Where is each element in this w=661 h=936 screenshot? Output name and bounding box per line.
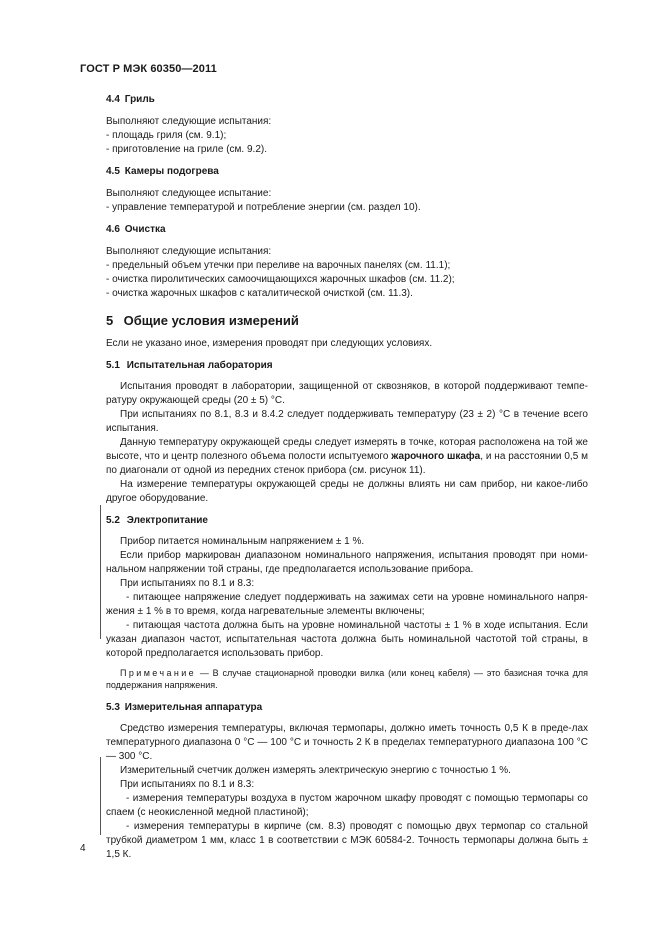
section-heading: 5.1 Испытательная лаборатория	[106, 360, 273, 371]
list-item: - очистка жарочных шкафов с каталитической очисткой (см. 11.3).	[106, 288, 413, 299]
list-item: - предельный объем утечки при переливе на варочных панелях (см. 11.1);	[106, 260, 451, 271]
paragraph: Выполняют следующие испытания:	[106, 116, 272, 127]
list-item: - площадь гриля (см. 9.1);	[106, 130, 227, 141]
section-heading: 5.3 Измерительная аппаратура	[106, 702, 263, 713]
paragraph: При испытаниях по 8.1 и 8.3:	[120, 779, 255, 790]
list-item: - очистка пиролитических самоочищающихся жарочных шкафов (см. 11.2);	[106, 274, 455, 285]
paragraph: Если прибор маркирован диапазоном номинального напряжения, испытания проводят при номи-нальном напряжении той страны, где предполагается использование прибора.	[106, 550, 588, 575]
section-heading: 4.5 Камеры подогрева	[106, 166, 219, 177]
paragraph: Если не указано иное, измерения проводят при следующих условиях.	[106, 338, 433, 349]
paragraph: Измерительный счетчик должен измерять электрическую энергию с точностью 1 %.	[120, 765, 511, 776]
section-heading: 4.4 Гриль	[106, 94, 155, 105]
paragraph: Прибор питается номинальным напряжением ± 1 %.	[120, 536, 365, 547]
note: Примечание — В случае стационарной проводки вилка (или конец кабеля) — это базисная точка для поддержания напряжения.	[106, 668, 588, 690]
section-heading: 4.6 Очистка	[106, 224, 166, 235]
paragraph: На измерение температуры окружающей среды не должны влиять ни сам прибор, ни какое-либо другое оборудование.	[106, 479, 588, 504]
paragraph: При испытаниях по 8.1, 8.3 и 8.4.2 следует поддерживать температуру (23 ± 2) °С в течение всего испытания.	[106, 409, 588, 434]
paragraph: Средство измерения температуры, включая термопары, должно иметь точность 0,5 К в преде-лах температурного диапазона 0 °С — 100 °С и точность 2 К в пределах температурного диапазона 100 °С — 300 °С.	[106, 723, 588, 762]
revision-bar	[100, 505, 101, 563]
paragraph: Данную температуру окружающей среды следует измерять в точке, которая расположена на той же высоте, что и центр полезного объема полости испытуемого жарочного шкафа, и на расстоянии 0,5 м по диагонали от одной из передних стенок прибора (см. рисунок 11).	[106, 437, 588, 476]
revision-bar	[100, 757, 101, 835]
chapter-heading: 5 Общие условия измерений	[106, 313, 299, 328]
paragraph: Выполняют следующее испытание:	[106, 188, 272, 199]
emphasis-term: жарочного шкафа	[391, 451, 481, 462]
list-item: - питающее напряжение следует поддерживать на зажимах сети на уровне номинального напря-жения ± 1 % в то время, когда нагревательные элементы включены;	[106, 592, 588, 617]
page-number: 4	[80, 843, 86, 854]
document-body	[106, 93, 588, 862]
paragraph: При испытаниях по 8.1 и 8.3:	[120, 578, 255, 589]
list-item: - измерения температуры в кирпиче (см. 8.3) проводят с помощью двух термопар со стальной трубкой диаметром 1 мм, класс 1 в соответствии с МЭК 60584-2. Точность термопары должна быть ± 1,5 К.	[106, 821, 588, 860]
list-item: - питающая частота должна быть на уровне номинальной частоты ± 1 % в ходе испытания. Если указан диапазон частот, испытательная частота должна быть номинальной частотой той страны, в которой предполагается использовать прибор.	[106, 620, 588, 659]
revision-bar	[100, 563, 101, 639]
note-label: Примечание	[120, 668, 197, 678]
list-item: - управление температурой и потребление энергии (см. раздел 10).	[106, 202, 421, 213]
paragraph: Испытания проводят в лаборатории, защищенной от сквозняков, в которой поддерживают темпе-ратуру окружающей среды (20 ± 5) °С.	[106, 381, 588, 406]
list-item: - измерения температуры воздуха в пустом жарочном шкафу проводят с помощью термопары со спаем (с неокисленной медной пластиной);	[106, 793, 588, 818]
list-item: - приготовление на гриле (см. 9.2).	[106, 144, 268, 155]
paragraph: Выполняют следующие испытания:	[106, 246, 272, 257]
section-heading: 5.2 Электропитание	[106, 515, 208, 526]
document-header: ГОСТ Р МЭК 60350—2011	[80, 63, 217, 75]
